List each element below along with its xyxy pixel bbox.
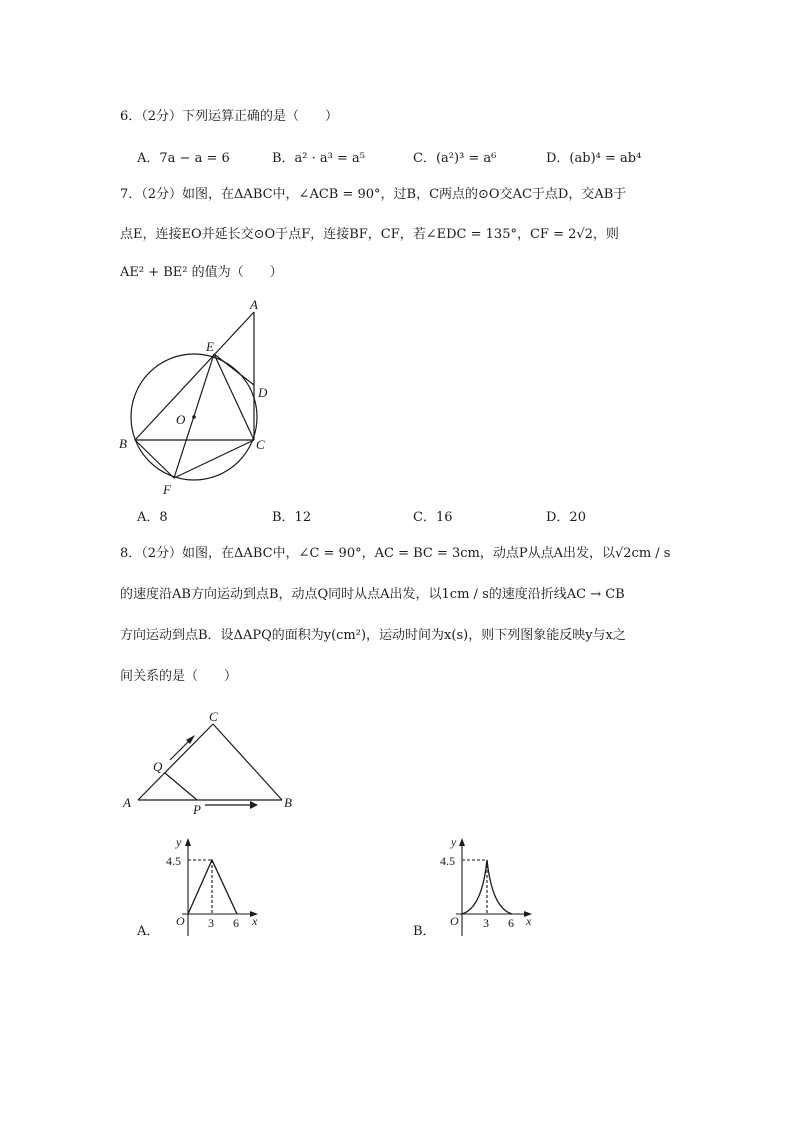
- q7-segment-ab: [135, 312, 254, 440]
- q8-graph-option-a: [160, 830, 270, 940]
- q8-stem-line-1: 8．（2分）如图，在ΔABC中，∠C = 90°，AC = BC = 3cm，动点P从点A出发，以√2cm / s: [120, 546, 671, 561]
- q8-segment-qp: [165, 773, 197, 800]
- q7-segment-ec: [214, 354, 254, 440]
- q8-stem-line-4: 间关系的是（ ）: [120, 669, 238, 684]
- q8-stem-line-2: 的速度沿AB方向运动到点B，动点Q同时从点A出发，以1cm / s的速度沿折线AC → CB: [120, 587, 625, 602]
- q8-triangle-figure: [115, 705, 305, 815]
- graph-b-y-arrow: [459, 838, 465, 846]
- graph-b-label-y: y: [451, 835, 457, 849]
- q8-arrowhead-p: [250, 801, 258, 809]
- q7-label-e: E: [206, 339, 214, 354]
- graph-b-label-6: 6: [508, 916, 514, 930]
- graph-b-label-origin: O: [450, 914, 459, 928]
- q7-label-a: A: [250, 297, 258, 312]
- graph-a-y-arrow: [185, 838, 191, 846]
- graph-a-label-peak: 4.5: [166, 854, 181, 868]
- q7-option-d: D．20: [546, 510, 586, 525]
- q6-option-b: B．a² · a³ = a⁵: [272, 151, 365, 166]
- graph-a-label-x: x: [252, 914, 258, 928]
- graph-a-label-origin: O: [176, 914, 185, 928]
- q8-stem-line-3: 方向运动到点B．设ΔAPQ的面积为y(cm²)，运动时间为x(s)，则下列图象能反映y与x之: [120, 628, 626, 643]
- q7-label-o: O: [176, 412, 186, 427]
- q7-option-b: B．12: [272, 510, 312, 525]
- graph-b-label-peak: 4.5: [440, 854, 455, 868]
- q7-option-a: A．8: [137, 510, 168, 525]
- q8-graph-option-b: [435, 830, 545, 940]
- q7-label-f: F: [163, 482, 171, 497]
- q8-option-a: A．: [137, 924, 160, 939]
- q8-label-b: B: [284, 795, 292, 810]
- q7-stem-line-2: 点E，连接EO并延长交⊙O于点F，连接BF，CF，若∠EDC = 135°，CF = 2√2，则: [120, 227, 619, 242]
- q6-stem: 6．（2分）下列运算正确的是（ ）: [120, 109, 339, 124]
- q8-segment-cb: [213, 724, 282, 800]
- q8-label-a: A: [123, 795, 131, 810]
- graph-a-label-3: 3: [208, 916, 214, 930]
- q6-option-a: A．7a − a = 6: [137, 151, 230, 166]
- q7-stem-line-1: 7．（2分）如图，在ΔABC中，∠ACB = 90°，过B，C两点的⊙O交AC于点D，交AB于: [120, 187, 627, 202]
- q7-segment-cf: [174, 440, 254, 478]
- q7-center-point: [192, 415, 196, 419]
- q7-segment-ed: [214, 354, 254, 385]
- q8-label-p: P: [193, 802, 201, 815]
- q7-label-b: B: [119, 436, 127, 451]
- q7-stem-line-3: AE² + BE² 的值为（ ）: [120, 265, 283, 280]
- q8-label-c: C: [209, 709, 218, 724]
- q8-segment-ac: [138, 724, 213, 800]
- q7-label-c: C: [256, 437, 265, 452]
- q7-label-d: D: [258, 385, 268, 400]
- graph-b-label-x: x: [526, 914, 532, 928]
- graph-a-label-y: y: [176, 835, 182, 849]
- graph-b-label-3: 3: [483, 916, 489, 930]
- graph-a-label-6: 6: [233, 916, 239, 930]
- q8-label-q: Q: [153, 759, 163, 774]
- q8-option-b: B．: [413, 924, 436, 939]
- q7-segment-bf: [135, 440, 174, 478]
- q7-option-c: C．16: [413, 510, 453, 525]
- q7-circle-figure: [110, 290, 290, 500]
- q6-option-c: C．(a²)³ = a⁶: [413, 151, 497, 166]
- q6-option-d: D．(ab)⁴ = ab⁴: [546, 151, 642, 166]
